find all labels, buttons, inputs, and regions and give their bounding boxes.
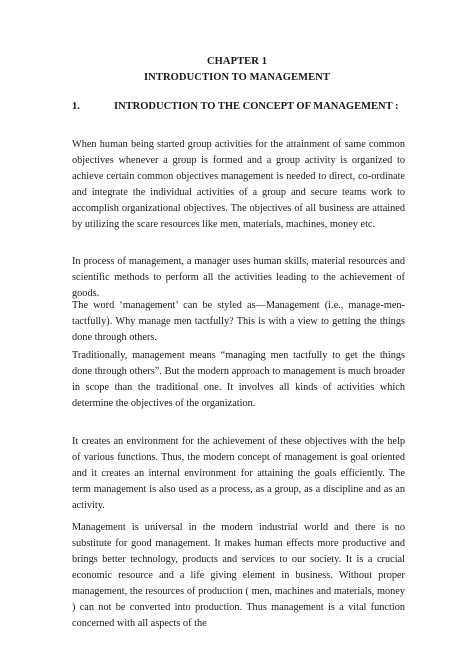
section-heading (72, 101, 399, 112)
paragraph: Management is universal in the modern industrial world and there is no substitute for good management. It makes human effects more productive and brings better technology, products and services to our society. It is a crucial economic resource and a life giving element in business. Without proper management, the resources of production ( men, machines and materials, money ) can not be converted into production. Thus management is a vital function concerned with all aspects of the (72, 522, 405, 629)
chapter-number: CHAPTER 1 (206, 56, 268, 67)
chapter-title: INTRODUCTION TO MANAGEMENT (144, 72, 330, 83)
section-title: INTRODUCTION TO THE CONCEPT OF MANAGEMENT : (114, 101, 399, 112)
paragraph: The word ‘management’ can be styled as—Management (i.e., manage-men- tactfully). Why manage men tactfully? This is with a view to getting the things done through others. (72, 300, 405, 343)
paragraph: When human being started group activities for the attainment of same common objectives whenever a group is formed and a group activity is organized to achieve certain common objectives management is needed to direct, co-ordinate and integrate the individual activities of a group and secure teams work to accomplish organizational objectives. The objectives of all business are attained by utilizing the scare resources like men, materials, machines, money etc. (72, 139, 405, 230)
section-number: 1. (72, 101, 80, 112)
paragraph: Traditionally, management means “managing men tactfully to get the things done through others”. But the modern approach to management is much broader in scope than the traditional one. It involves all kinds of activities which determine the objectives of the organization. (72, 350, 405, 409)
paragraph: In process of management, a manager uses human skills, material resources and scientific methods to perform all the activities leading to the achievement of goods. (72, 256, 405, 299)
paragraph: It creates an environment for the achievement of these objectives with the help of various functions. Thus, the modern concept of management is goal oriented and it creates an internal environment for attaining the goals efficiently. The term management is also used as a process, as a group, as a discipline and as an activity. (72, 436, 405, 511)
